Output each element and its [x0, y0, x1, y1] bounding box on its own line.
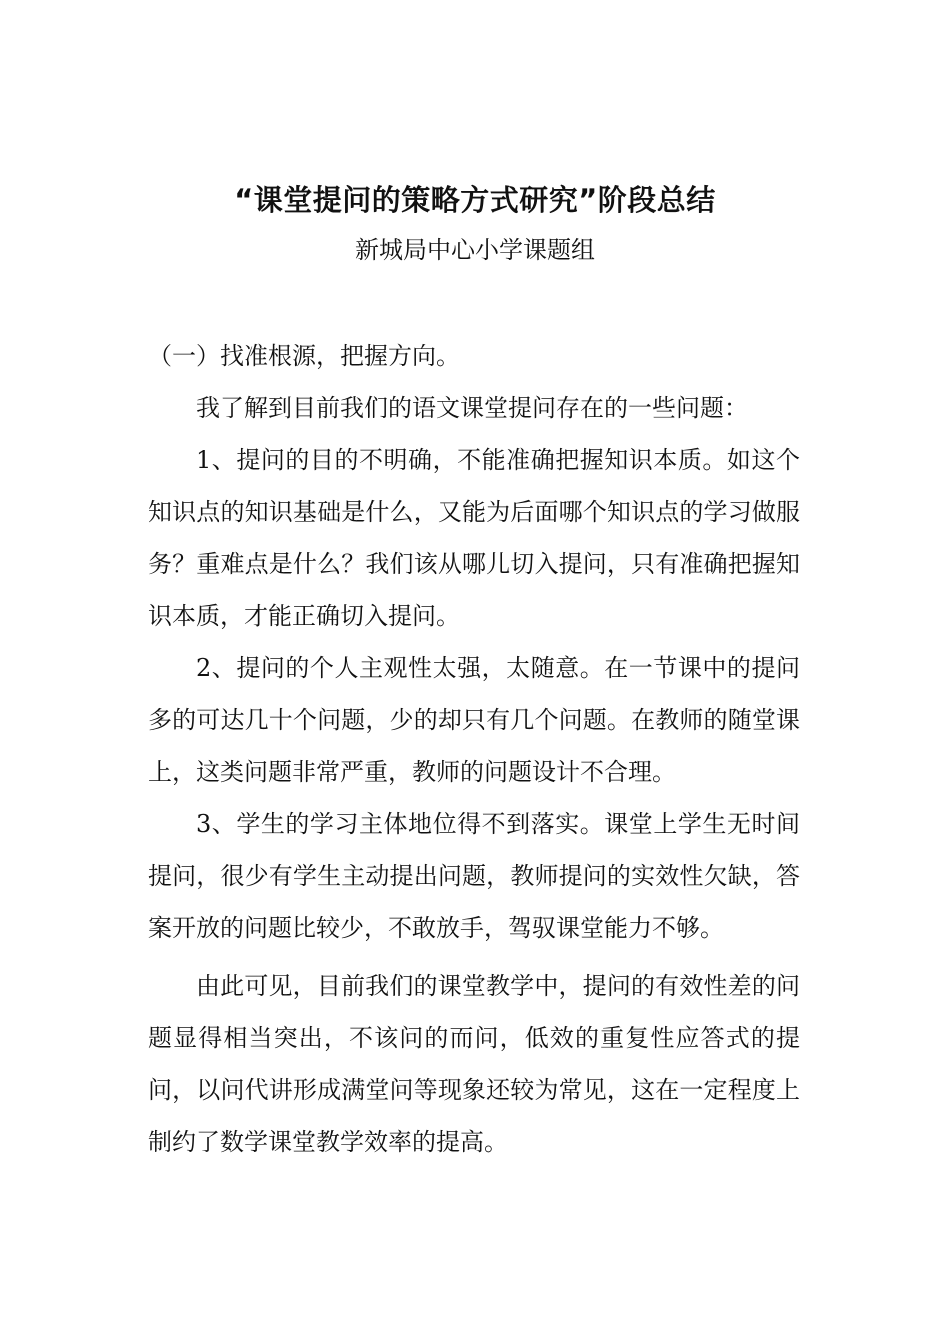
paragraph-item-3: 3、学生的学习主体地位得不到落实。课堂上学生无时间提问，很少有学生主动提出问题，教师提问的实效性欠缺，答案开放的问题比较少，不敢放手，驾驭课堂能力不够。 [148, 810, 800, 942]
section-heading: （一）找准根源，把握方向。 [148, 342, 460, 370]
document-subtitle: 新城局中心小学课题组 [355, 236, 595, 264]
paragraph-item-1: 1、提问的目的不明确，不能准确把握知识本质。如这个知识点的知识基础是什么，又能为后面哪个知识点的学习做服务？重难点是什么？我们该从哪儿切入提问，只有准确把握知识本质，才能正确切入提问。 [148, 446, 800, 630]
document-body [148, 330, 800, 1168]
paragraph-intro: 我了解到目前我们的语文课堂提问存在的一些问题： [196, 394, 748, 422]
paragraph-item-2: 2、提问的个人主观性太强，太随意。在一节课中的提问多的可达几十个问题，少的却只有几个问题。在教师的随堂课上，这类问题非常严重，教师的问题设计不合理。 [148, 654, 800, 786]
paragraph-conclusion: 由此可见，目前我们的课堂教学中，提问的有效性差的问题显得相当突出，不该问的而问，低效的重复性应答式的提问，以问代讲形成满堂问等现象还较为常见，这在一定程度上制约了数学课堂教学效率的提高。 [148, 972, 800, 1156]
document-title: “课堂提问的策略方式研究”阶段总结 [234, 183, 716, 217]
